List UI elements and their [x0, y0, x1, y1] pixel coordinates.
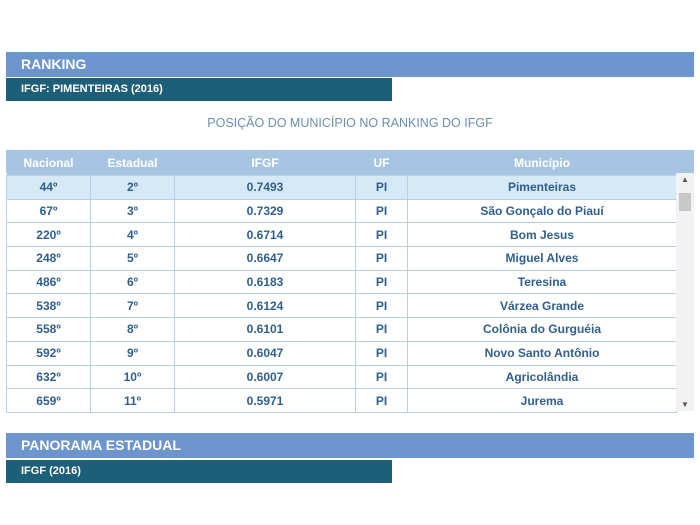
ranking-subheader: IFGF: PIMENTEIRAS (2016): [6, 78, 392, 101]
table-row[interactable]: [7, 389, 677, 413]
table-row[interactable]: [7, 341, 677, 365]
cell-ifgf: 0.6007: [175, 365, 356, 389]
cell-uf: PI: [356, 294, 408, 318]
cell-uf: PI: [356, 223, 408, 247]
cell-uf: PI: [356, 365, 408, 389]
cell-estadual: 7º: [91, 294, 175, 318]
cell-nacional: 538º: [7, 294, 91, 318]
cell-nacional: 67º: [7, 199, 91, 223]
cell-estadual: 2º: [91, 176, 175, 200]
cell-municipio: Agricolândia: [408, 365, 677, 389]
cell-nacional: 632º: [7, 365, 91, 389]
cell-uf: PI: [356, 247, 408, 271]
table-row[interactable]: [7, 294, 677, 318]
table-scrollbar[interactable]: [676, 173, 694, 411]
cell-uf: PI: [356, 270, 408, 294]
scroll-down-icon[interactable]: ▼: [681, 400, 689, 409]
panorama-header: PANORAMA ESTADUAL: [6, 433, 694, 458]
cell-uf: PI: [356, 389, 408, 413]
table-row[interactable]: [7, 318, 677, 342]
cell-nacional: 486º: [7, 270, 91, 294]
column-header-estadual[interactable]: Estadual: [91, 150, 175, 176]
cell-estadual: 11º: [91, 389, 175, 413]
table-row[interactable]: [7, 247, 677, 271]
cell-nacional: 248º: [7, 247, 91, 271]
cell-municipio: Jurema: [408, 389, 677, 413]
cell-estadual: 10º: [91, 365, 175, 389]
cell-ifgf: 0.7329: [175, 199, 356, 223]
cell-nacional: 592º: [7, 341, 91, 365]
cell-uf: PI: [356, 199, 408, 223]
cell-uf: PI: [356, 341, 408, 365]
cell-estadual: 4º: [91, 223, 175, 247]
cell-estadual: 6º: [91, 270, 175, 294]
cell-municipio: São Gonçalo do Piauí: [408, 199, 677, 223]
cell-municipio: Colônia do Gurguéia: [408, 318, 677, 342]
scrollbar-thumb[interactable]: [679, 193, 691, 211]
column-header-uf[interactable]: UF: [356, 150, 408, 176]
table-row[interactable]: [7, 199, 677, 223]
cell-estadual: 9º: [91, 341, 175, 365]
cell-uf: PI: [356, 318, 408, 342]
cell-estadual: 8º: [91, 318, 175, 342]
panorama-subheader: IFGF (2016): [6, 460, 392, 483]
table-row[interactable]: [7, 270, 677, 294]
cell-nacional: 659º: [7, 389, 91, 413]
table-title: POSIÇÃO DO MUNICÍPIO NO RANKING DO IFGF: [207, 116, 493, 130]
cell-municipio: Pimenteiras: [408, 176, 677, 200]
cell-ifgf: 0.6047: [175, 341, 356, 365]
cell-municipio: Bom Jesus: [408, 223, 677, 247]
cell-ifgf: 0.6124: [175, 294, 356, 318]
cell-estadual: 5º: [91, 247, 175, 271]
scroll-up-icon[interactable]: ▲: [681, 175, 689, 184]
cell-nacional: 44º: [7, 176, 91, 200]
column-header-municipio[interactable]: Município: [408, 150, 677, 176]
cell-uf: PI: [356, 176, 408, 200]
cell-nacional: 558º: [7, 318, 91, 342]
cell-ifgf: 0.6183: [175, 270, 356, 294]
cell-ifgf: 0.6101: [175, 318, 356, 342]
cell-estadual: 3º: [91, 199, 175, 223]
cell-ifgf: 0.7493: [175, 176, 356, 200]
column-header-nacional[interactable]: Nacional: [7, 150, 91, 176]
cell-municipio: Teresina: [408, 270, 677, 294]
ranking-table: [6, 150, 694, 413]
table-row[interactable]: [7, 176, 677, 200]
table-row[interactable]: [7, 223, 677, 247]
cell-municipio: Miguel Alves: [408, 247, 677, 271]
ranking-header: RANKING: [6, 52, 694, 77]
table-row[interactable]: [7, 365, 677, 389]
cell-ifgf: 0.5971: [175, 389, 356, 413]
cell-municipio: Novo Santo Antônio: [408, 341, 677, 365]
cell-ifgf: 0.6714: [175, 223, 356, 247]
cell-municipio: Várzea Grande: [408, 294, 677, 318]
cell-nacional: 220º: [7, 223, 91, 247]
cell-ifgf: 0.6647: [175, 247, 356, 271]
column-header-ifgf[interactable]: IFGF: [175, 150, 356, 176]
